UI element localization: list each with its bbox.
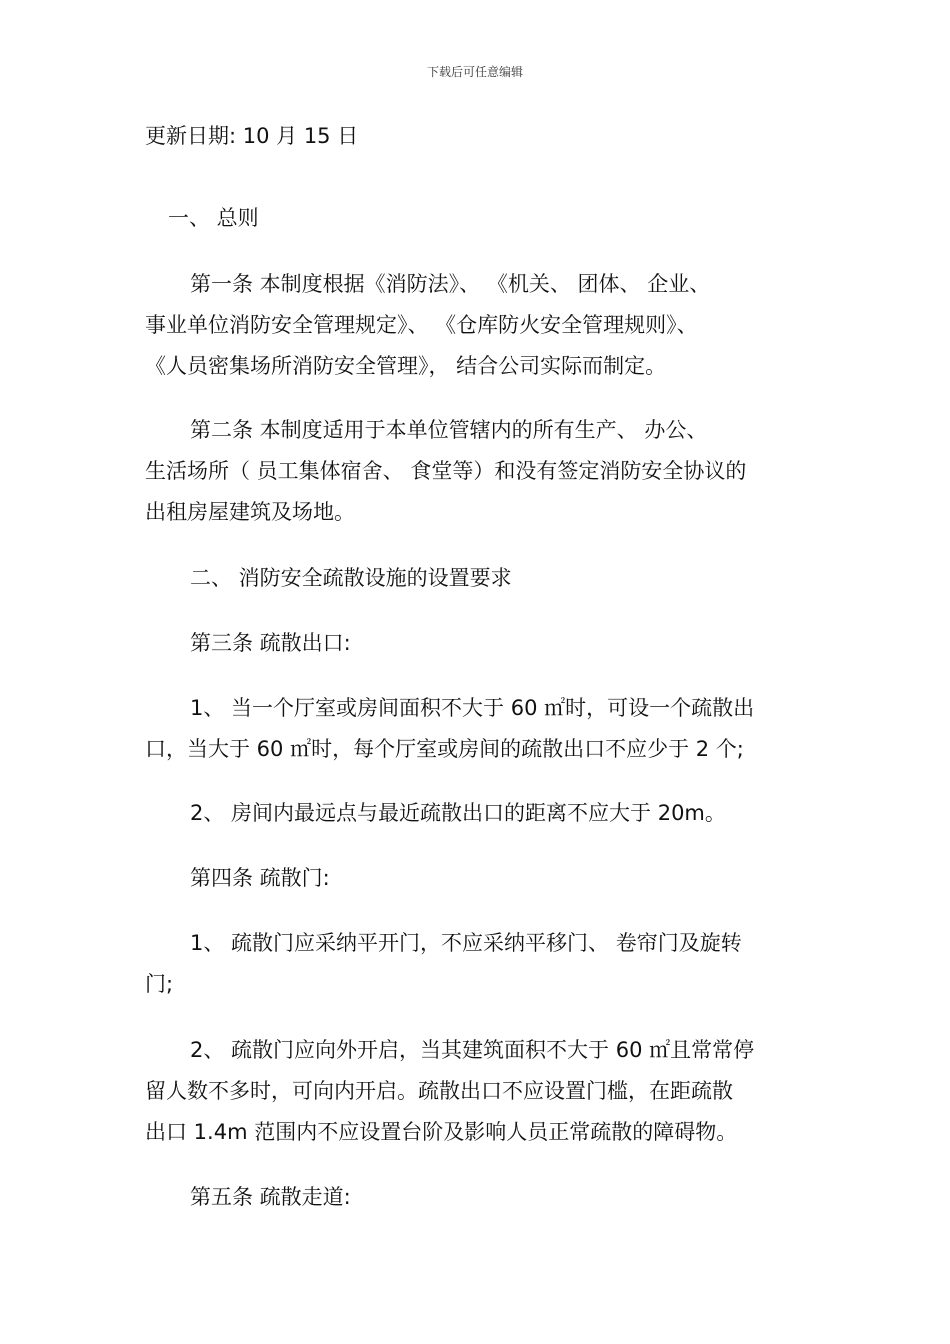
article-5-title: 第五条 疏散走道:: [190, 1185, 351, 1209]
article-2-line-3: 出租房屋建筑及场地。: [145, 500, 355, 524]
article-3-title: 第三条 疏散出口:: [190, 631, 351, 655]
update-date: 更新日期: 10 月 15 日: [145, 124, 359, 148]
section-heading-general: 一、 总则: [168, 206, 259, 230]
article-4-title: 第四条 疏散门:: [190, 866, 330, 890]
page-header-note: 下载后可任意编辑: [426, 65, 523, 79]
article-4-item-1-line-2: 门;: [145, 972, 174, 996]
article-3-item-1-line-2: 口，当大于 60 ㎡时，每个厅室或房间的疏散出口不应少于 2 个;: [145, 737, 744, 761]
article-1-line-1: 第一条 本制度根据《消防法》、 《机关、 团体、 企业、: [190, 272, 711, 296]
article-4-item-2-line-3: 出口 1.4m 范围内不应设置台阶及影响人员正常疏散的障碍物。: [145, 1120, 738, 1144]
article-4-item-2-line-2: 留人数不多时，可向内开启。疏散出口不应设置门槛，在距疏散: [145, 1079, 733, 1103]
article-1-line-2: 事业单位消防安全管理规定》、 《仓库防火安全管理规则》、: [145, 313, 698, 337]
article-2-line-1: 第二条 本制度适用于本单位管辖内的所有生产、 办公、: [190, 418, 708, 442]
article-4-item-2-line-1: 2、 疏散门应向外开启，当其建筑面积不大于 60 ㎡且常常停: [190, 1038, 755, 1062]
section-heading-evacuation: 二、 消防安全疏散设施的设置要求: [190, 566, 512, 590]
article-3-item-2: 2、 房间内最远点与最近疏散出口的距离不应大于 20m。: [190, 801, 726, 825]
article-4-item-1-line-1: 1、 疏散门应采纳平开门，不应采纳平移门、 卷帘门及旋转: [190, 931, 742, 955]
article-2-line-2: 生活场所（ 员工集体宿舍、 食堂等）和没有签定消防安全协议的: [145, 459, 747, 483]
article-1-line-3: 《人员密集场所消防安全管理》， 结合公司实际而制定。: [145, 354, 667, 378]
article-3-item-1-line-1: 1、 当一个厅室或房间面积不大于 60 ㎡时，可设一个疏散出: [190, 696, 755, 720]
